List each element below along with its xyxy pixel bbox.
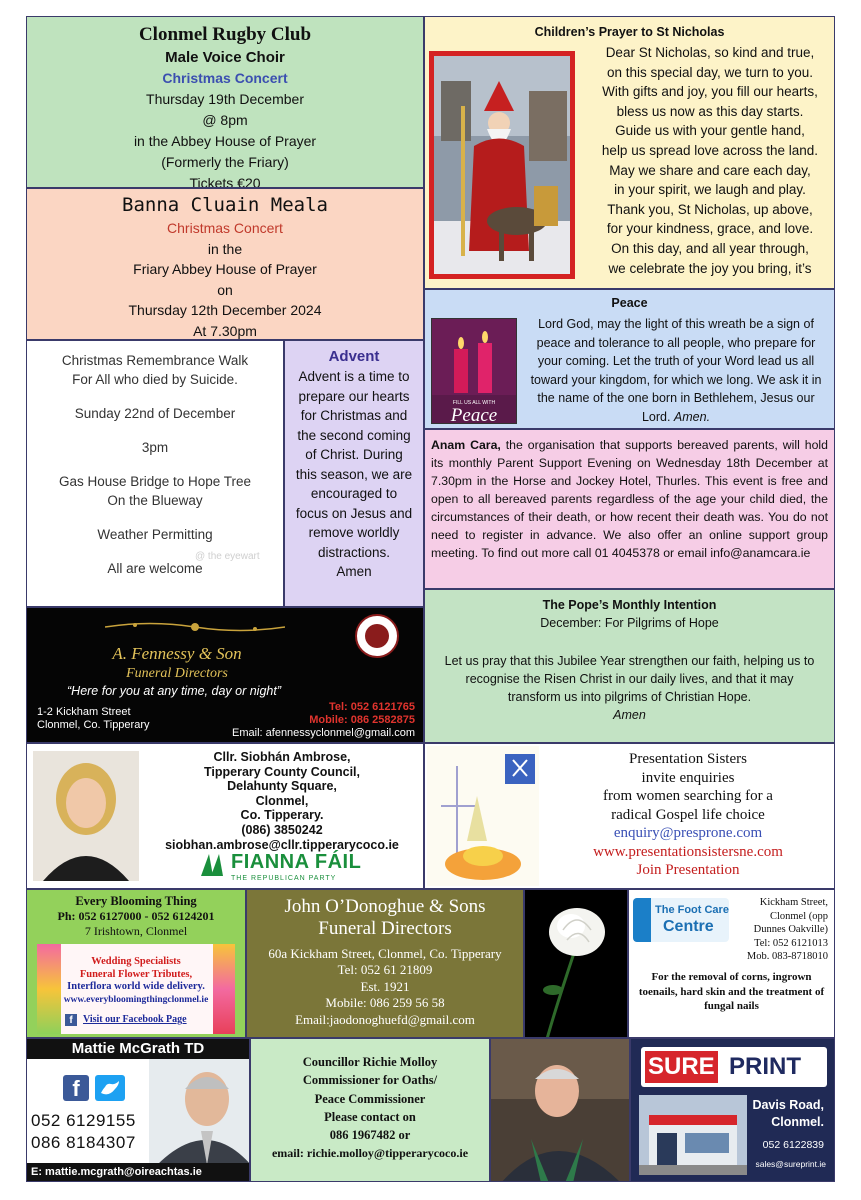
peace-title: Peace — [611, 296, 648, 310]
fennessy-address-2: Clonmel, Co. Tipperary — [37, 719, 150, 731]
mattie-photo — [149, 1059, 250, 1165]
presentation-sisters-ad — [424, 743, 835, 889]
ambrose-line: Clonmel, — [255, 793, 309, 808]
bloom-address: 7 Irishtown, Clonmel — [84, 924, 188, 938]
prayer-line: Dear St Nicholas, so kind and true, — [605, 45, 815, 60]
mattie-phone-2: 086 8184307 — [31, 1133, 136, 1152]
advent-line: focus on Jesus and — [295, 505, 413, 521]
mattie-phone-1: 052 6129155 — [31, 1111, 136, 1130]
pope-line: transform us into pilgrims of Christian Hope. — [507, 690, 752, 704]
molloy-name: Councillor Richie Molloy — [302, 1055, 438, 1069]
ambrose-line: Cllr. Siobhán Ambrose, — [213, 750, 351, 764]
advent-line: for Christmas and — [300, 408, 408, 423]
john-tel: Tel: 052 61 21809 — [337, 962, 433, 978]
john-address: 60a Kickham Street, Clonmel, Co. Tipperary — [268, 946, 502, 961]
foot-address: Kickham Street, — [759, 897, 828, 908]
foot-address: Clonmel (opp — [769, 910, 828, 922]
remembrance-walk-notice — [26, 340, 284, 607]
twitter-icon — [95, 1075, 125, 1101]
walk-route-sub: On the Blueway — [107, 493, 203, 508]
ambrose-line: Co. Tipperary. — [240, 808, 324, 823]
pope-subtitle: December: For Pilgrims of Hope — [540, 616, 719, 630]
advent-line: prepare our hearts — [298, 388, 410, 404]
foot-tel: Tel: 052 6121013 — [754, 937, 828, 949]
fennessy-address-1: 1-2 Kickham Street — [37, 706, 131, 718]
anam-body: the organisation that supports bereaved parents, will hold its monthly Parent Support Evening on Wednesday 18th December at 7.30pm in the Horse and Jockey Hotel, Thurles. This event is free and open to all bereaved parents regardless of the age your child died, the circumstances of their death, or how recent their death was. You do not need to register in advance. We also offer an online support group meeting. To find out more call 01 4045378 or email info@anamcara.ie — [431, 438, 828, 560]
prayer-title: Children’s Prayer to St Nicholas — [534, 25, 725, 39]
mattie-email: E: mattie.mcgrath@oireachtas.ie — [27, 1163, 249, 1181]
walk-date: Sunday 22nd of December — [74, 406, 236, 421]
prayer-line: May we share and care each day, — [609, 162, 811, 178]
sureprint-address-1: Davis Road, — [752, 1098, 824, 1112]
peace-image-caption: FILL US ALL WITH — [452, 400, 496, 406]
ambrose-email: siobhan.ambrose@cllr.tipperarycoco.ie — [165, 837, 399, 852]
foot-mob: Mob. 083-8718010 — [746, 951, 828, 962]
peace-prayer — [424, 289, 835, 429]
walk-subtitle: For All who died by Suicide. — [72, 372, 238, 387]
fianna-fail-sub: THE REPUBLICAN PARTY — [231, 875, 337, 882]
st-nicholas-prayer — [424, 16, 835, 289]
sureprint-logo-sure: SURE — [645, 1051, 718, 1083]
prayer-line: in your spirit, we laugh and play. — [614, 182, 806, 198]
fennessy-tel: Tel: 052 6121765 — [328, 701, 415, 713]
bloom-interflora: Interflora world wide delivery. — [67, 981, 205, 992]
ambrose-line: Delahunty Square, — [227, 779, 337, 794]
pres-line: from women searching for a — [603, 788, 773, 804]
prayer-line: help us spread love across the land. — [601, 142, 819, 158]
candles-icon — [432, 319, 516, 395]
prayer-line: on this special day, we turn to you. — [606, 64, 814, 80]
walk-title: Christmas Remembrance Walk — [61, 353, 249, 368]
pres-line: Presentation Sisters — [629, 751, 747, 767]
sureprint-ad — [630, 1038, 835, 1182]
blooming-florist-ad — [26, 889, 246, 1038]
banna-event: Christmas Concert — [167, 220, 283, 236]
bloom-wedding: Wedding Specialists — [91, 956, 181, 967]
banna-concert-notice — [26, 188, 424, 340]
peace-image-word: Peace — [450, 405, 498, 426]
prayer-line: With gifts and joy, you fill our hearts, — [602, 84, 818, 100]
john-name: John O’Donoghue & Sons — [284, 896, 486, 917]
molloy-photo — [490, 1038, 630, 1182]
walk-route: Gas House Bridge to Hope Tree — [58, 474, 252, 489]
rugby-event: Christmas Concert — [162, 70, 288, 86]
sureprint-email: sales@sureprint.ie — [755, 1159, 826, 1169]
banna-date: Thursday 12th December 2024 — [128, 302, 322, 318]
advent-line: remove worldly — [308, 525, 400, 540]
sureprint-logo — [641, 1047, 827, 1087]
fennessy-funeral-ad — [26, 607, 424, 743]
fennessy-sub: Funeral Directors — [126, 666, 228, 681]
molloy-councillor-ad — [250, 1038, 490, 1182]
prayer-line: we celebrate the joy you bring, it’s — [608, 260, 812, 276]
rugby-subtitle: Male Voice Choir — [165, 49, 285, 66]
molloy-title-2: Peace Commissioner — [314, 1091, 426, 1106]
john-mobile: Mobile: 086 259 56 58 — [325, 995, 445, 1011]
rugby-time: @ 8pm — [202, 112, 248, 128]
bloom-facebook-link[interactable]: Visit our Facebook Page — [83, 1014, 187, 1025]
anam-lead: Anam Cara, — [431, 438, 501, 452]
rugby-title: Clonmel Rugby Club — [138, 24, 312, 45]
banna-line-on: on — [217, 281, 233, 298]
facebook-icon: f — [65, 1014, 77, 1026]
advent-notice — [284, 340, 424, 607]
pope-line: Let us pray that this Jubilee Year strengthen our faith, helping us to — [444, 654, 815, 668]
pres-line: invite enquiries — [641, 769, 735, 786]
advent-amen: Amen — [336, 564, 372, 579]
fennessy-mobile: Mobile: 086 2582875 — [309, 714, 415, 726]
molloy-email: email: richie.molloy@tipperarycoco.ie — [271, 1146, 469, 1161]
sureprint-shop-image — [639, 1095, 747, 1175]
prayer-line: Thank you, St Nicholas, up above, — [607, 201, 813, 217]
banna-title: Banna Cluain Meala — [122, 194, 328, 216]
peace-amen: Amen. — [673, 409, 711, 424]
sureprint-address-2: Clonmel. — [771, 1115, 824, 1129]
bloom-flowers-image — [37, 944, 235, 1034]
walk-watermark: @ the eyewart — [195, 551, 260, 562]
rugby-tickets: Tickets €20 — [189, 175, 261, 188]
pope-line: recognise the Risen Christ in our daily lives, and that it may — [465, 672, 794, 686]
peace-body: Lord God, may the light of this wreath be a sign of peace and tolerance to all people, who prepare for your coming. Let the truth of your Word lead us all toward your kingdom, for which we long. We ask it in the name of the one born in Bethlehem, Jesus our Lord. — [530, 317, 822, 424]
fennessy-name: A. Fennessy & Son — [112, 644, 242, 663]
pope-title: The Pope’s Monthly Intention — [542, 598, 717, 612]
anam-cara-notice — [424, 429, 835, 589]
bloom-title: Every Blooming Thing — [75, 894, 197, 908]
peace-wreath-image — [431, 318, 517, 424]
pres-line: radical Gospel life choice — [611, 806, 765, 823]
pres-email-link[interactable]: enquiry@presprone.com — [613, 825, 763, 841]
mattie-mcgrath-ad — [26, 1038, 250, 1182]
advent-title: Advent — [328, 348, 380, 365]
ornament-icon — [105, 620, 285, 634]
ambrose-photo — [33, 751, 139, 881]
molloy-contact: Please contact on — [324, 1109, 416, 1124]
foot-logo-line1: The Foot Care — [655, 904, 729, 916]
pope-intention — [424, 589, 835, 743]
odonoghue-funeral-ad — [246, 889, 524, 1038]
banna-time: At 7.30pm — [193, 322, 257, 339]
rugby-venue-note: (Formerly the Friary) — [161, 154, 289, 170]
fennessy-tagline: “Here for you at any time, day or night” — [67, 684, 281, 698]
foot-address: Dunnes Oakville) — [753, 924, 828, 935]
portrait-image — [491, 1039, 630, 1182]
prayer-line: for your kindness, grace, and love. — [606, 221, 814, 237]
association-logo — [355, 614, 399, 658]
foot-care-logo — [633, 898, 729, 942]
john-email: Email:jaodonoghuefd@gmail.com — [295, 1011, 475, 1027]
advent-line: this season, we are — [295, 466, 413, 482]
mattie-title: Mattie McGrath TD — [27, 1039, 249, 1059]
ambrose-phone: (086) 3850242 — [241, 822, 323, 837]
john-sub: Funeral Directors — [318, 918, 452, 939]
rugby-date: Thursday 19th December — [146, 91, 304, 107]
fianna-fail-name: FIANNA FÁIL — [231, 851, 362, 873]
walk-weather: Weather Permitting — [97, 527, 213, 542]
st-nicholas-image — [429, 51, 575, 279]
pope-amen: Amen — [613, 708, 646, 722]
foot-logo-line2: Centre — [663, 918, 714, 935]
rugby-choir-notice — [26, 16, 424, 188]
bloom-website-link[interactable]: www.everybloomingthingclonmel.ie — [63, 994, 209, 1005]
advent-line: encouraged to — [310, 486, 398, 501]
molloy-title-1: Commissioner for Oaths/ — [302, 1073, 438, 1088]
pres-join: Join Presentation — [636, 862, 740, 878]
walk-time: 3pm — [141, 440, 169, 455]
rose-icon — [525, 890, 628, 1038]
molloy-phone: 086 1967482 or — [329, 1128, 411, 1143]
bloom-phone: Ph: 052 6127000 - 052 6124201 — [57, 909, 215, 923]
bloom-funeral: Funeral Flower Tributes, — [79, 968, 193, 980]
prayer-line: Guide us with your gentle hand, — [615, 123, 805, 139]
rugby-venue: in the Abbey House of Prayer — [133, 133, 317, 149]
john-est: Est. 1921 — [360, 978, 410, 994]
prayer-line: On this day, and all year through, — [611, 240, 809, 256]
advent-line: of Christ. During — [305, 447, 403, 462]
sureprint-phone: 052 6122839 — [762, 1139, 824, 1151]
presentation-art-image — [427, 746, 539, 886]
foot-care-ad — [628, 889, 835, 1038]
advent-line: the second coming — [297, 427, 411, 443]
sureprint-logo-print: PRINT — [729, 1053, 801, 1080]
fennessy-email: Email: afennessyclonmel@gmail.com — [232, 727, 415, 739]
fianna-fail-logo-icon — [199, 852, 229, 878]
banna-venue: Friary Abbey House of Prayer — [133, 261, 317, 277]
facebook-icon: f — [63, 1075, 89, 1101]
walk-welcome: All are welcome — [107, 561, 203, 576]
pres-web-link[interactable]: www.presentationsistersne.com — [593, 843, 783, 860]
advent-line: Advent is a time to — [298, 369, 410, 384]
banna-line-in: in the — [207, 240, 243, 257]
ambrose-line: Tipperary County Council, — [203, 764, 361, 779]
white-rose-image — [524, 889, 628, 1038]
foot-desc: For the removal of corns, ingrown toenails, hard skin and the treatment of fungal nails — [638, 971, 825, 1012]
advent-line: distractions. — [317, 544, 391, 560]
prayer-line: bless us now as this day starts. — [616, 103, 804, 119]
ambrose-councillor-ad — [26, 743, 424, 889]
